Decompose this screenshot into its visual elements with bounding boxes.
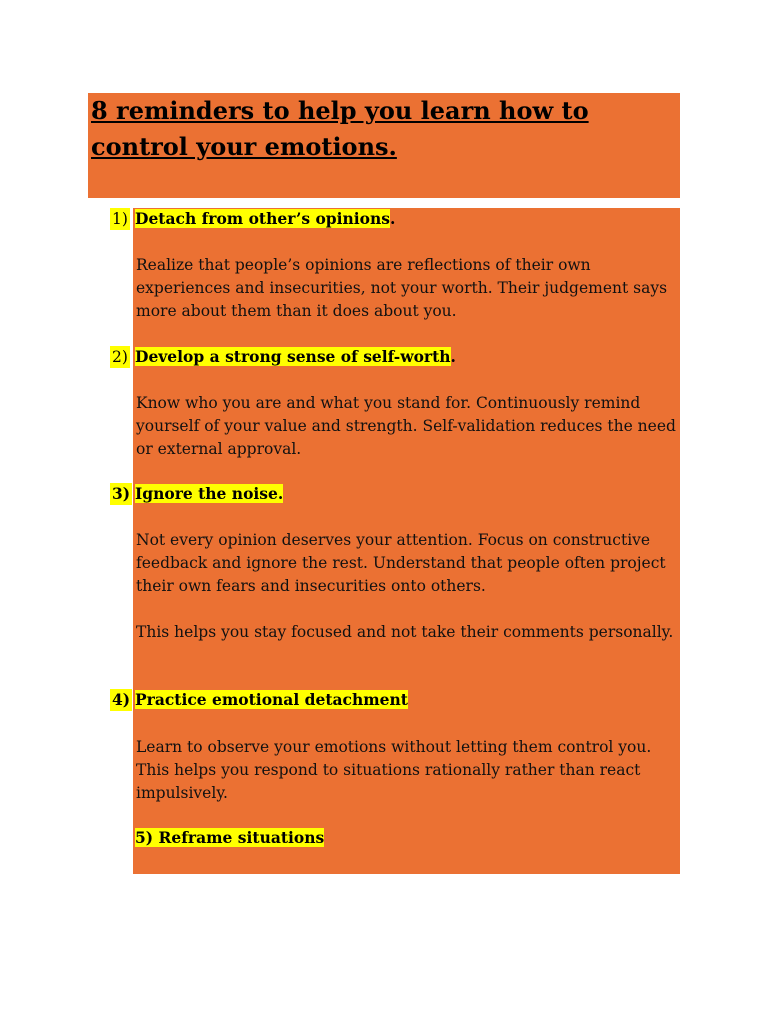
item-heading-2-trail: . bbox=[450, 347, 456, 366]
item-heading-2-text: Develop a strong sense of self-worth bbox=[135, 347, 451, 366]
item-heading-3-text: Ignore the noise. bbox=[135, 484, 284, 503]
item-heading-1 bbox=[135, 208, 395, 230]
item-heading-1-text: Detach from other’s opinions bbox=[135, 209, 391, 228]
item-number-2: 2) bbox=[112, 348, 128, 366]
item-body-4: Learn to observe your emotions without letting them control you. This helps you respond to situations rationally rather than react impulsively. bbox=[136, 738, 652, 802]
item-heading-4-text: Practice emotional detachment bbox=[135, 690, 408, 709]
item-heading-1-trail: . bbox=[390, 209, 396, 228]
item-heading-5 bbox=[135, 827, 324, 849]
item-heading-2 bbox=[135, 346, 456, 368]
item-heading-5-text: 5) Reframe situations bbox=[135, 828, 325, 847]
item-number-1: 1) bbox=[112, 210, 128, 228]
item-body-2: Know who you are and what you stand for. Continuously remind yourself of your value and strength. Self-validation reduces the need or external approval. bbox=[136, 394, 676, 458]
item-body-3b: This helps you stay focused and not take their comments personally. bbox=[136, 623, 674, 641]
item-body-3a: Not every opinion deserves your attention. Focus on constructive feedback and ignore the rest. Understand that people often project their own fears and insecurities onto others. bbox=[136, 531, 666, 595]
item-number-3: 3) bbox=[112, 484, 131, 503]
item-heading-3 bbox=[135, 483, 283, 505]
item-number-4: 4) bbox=[112, 690, 131, 709]
item-body-1: Realize that people’s opinions are reflections of their own experiences and insecurities, not your worth. Their judgement says more about them than it does about you. bbox=[136, 256, 668, 320]
title-banner bbox=[88, 93, 680, 198]
page-title: 8 reminders to help you learn how to control your emotions. bbox=[91, 96, 589, 161]
item-heading-4 bbox=[135, 689, 408, 711]
